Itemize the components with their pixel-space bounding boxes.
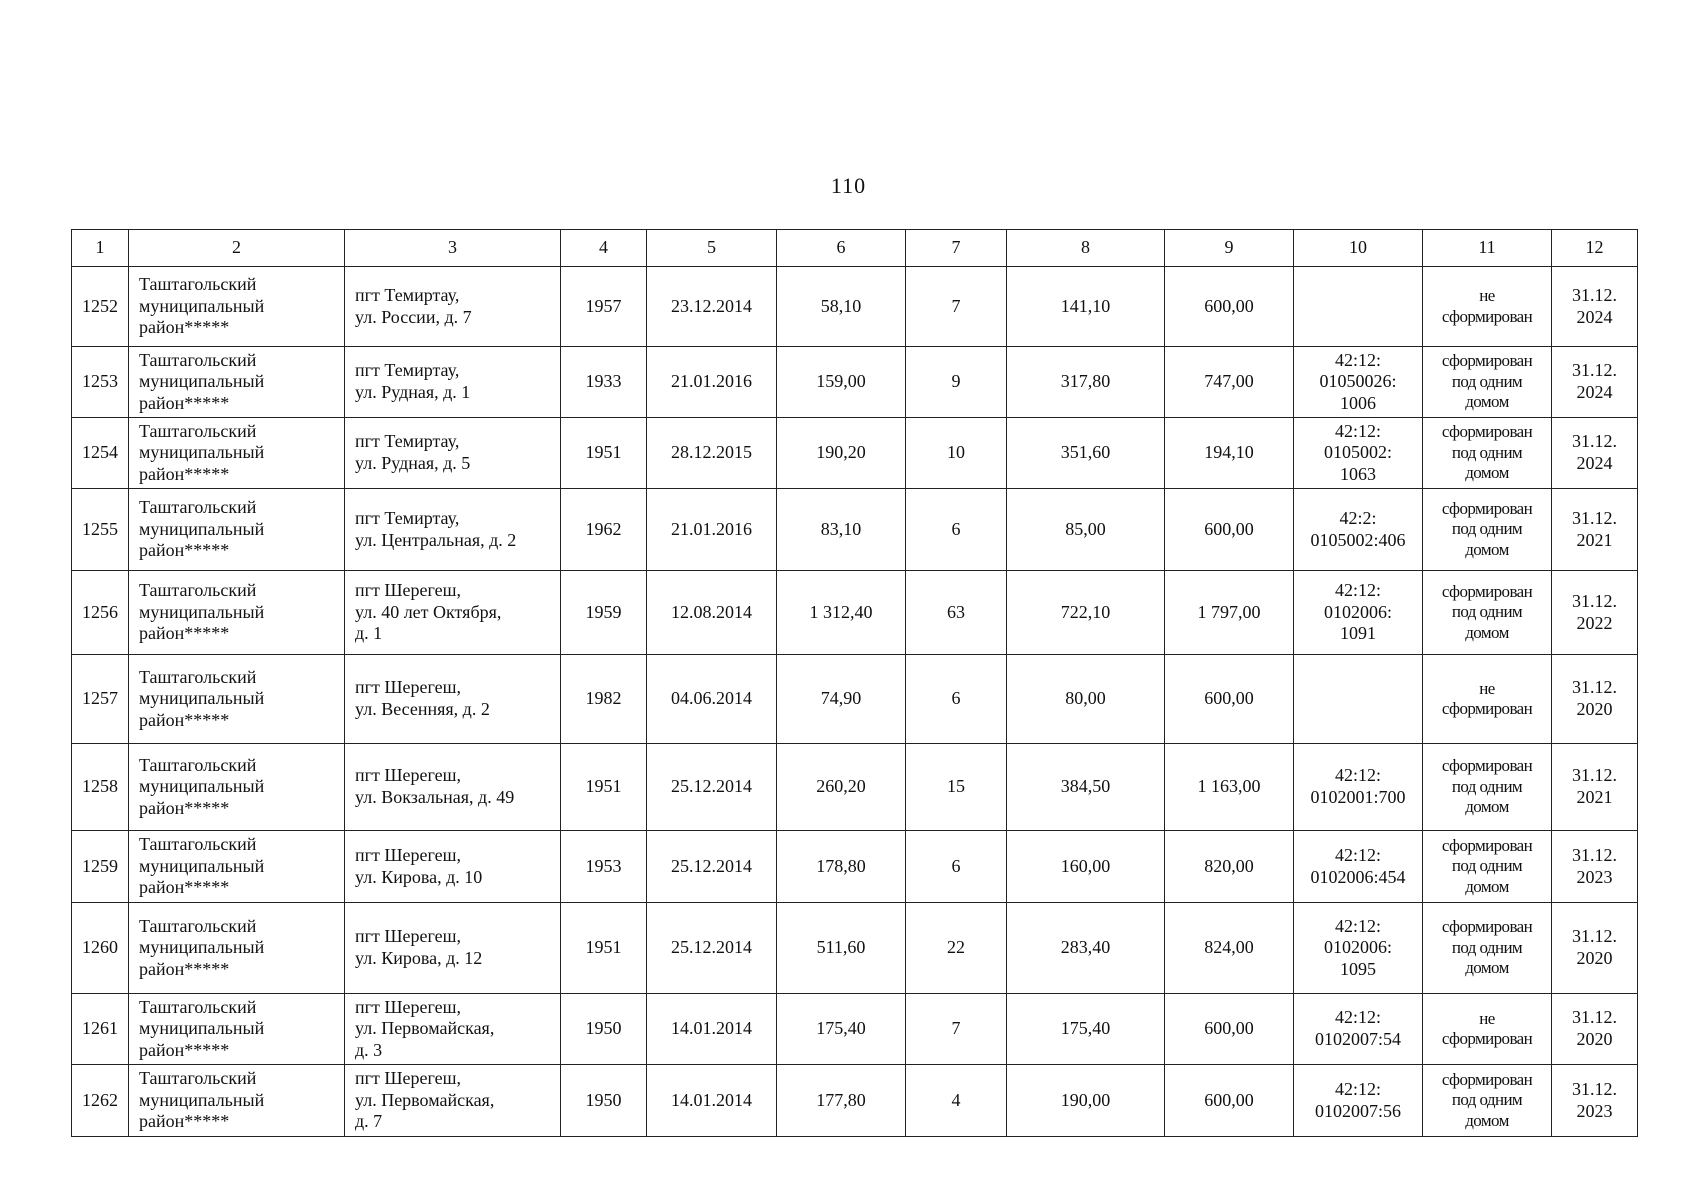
address-cell — [345, 489, 561, 571]
deadline-cell-line: 31.12. — [1572, 431, 1617, 452]
col8-cell: 283,40 — [1007, 903, 1165, 994]
record-number: 1259 — [72, 831, 129, 903]
cadastral-cell-line: 0105002: — [1323, 442, 1392, 463]
col-header: 1 — [72, 230, 129, 267]
district-cell-line: муниципальный — [139, 518, 265, 539]
date-cell: 25.12.2014 — [647, 831, 777, 903]
cadastral-cell — [1294, 418, 1423, 489]
status-cell-line: сформирован — [1441, 498, 1533, 518]
deadline-cell-line: 31.12. — [1572, 507, 1617, 528]
deadline-cell — [1552, 418, 1638, 489]
address-cell-line: пгт Темиртау, — [355, 360, 460, 381]
col9-cell: 600,00 — [1165, 994, 1294, 1065]
cadastral-cell — [1294, 994, 1423, 1065]
date-cell: 14.01.2014 — [647, 994, 777, 1065]
record-number: 1255 — [72, 489, 129, 571]
address-cell-line: ул. Центральная, д. 2 — [355, 529, 517, 550]
cadastral-cell — [1294, 744, 1423, 831]
address-cell-line: ул. Вокзальная, д. 49 — [355, 787, 515, 807]
col9-cell: 820,00 — [1165, 831, 1294, 903]
status-cell — [1423, 744, 1552, 831]
deadline-cell — [1552, 489, 1638, 571]
district-cell — [129, 489, 345, 571]
deadline-cell-line: 2024 — [1576, 306, 1613, 327]
status-cell-line: под одним — [1451, 442, 1523, 462]
col8-cell: 351,60 — [1007, 418, 1165, 489]
address-cell-line: ул. Кирова, д. 12 — [355, 948, 483, 968]
status-cell-line: домом — [1465, 622, 1509, 642]
year-cell: 1982 — [561, 655, 647, 744]
district-cell-line: район***** — [139, 392, 230, 413]
table-row — [72, 744, 1638, 831]
col-header: 2 — [129, 230, 345, 267]
district-cell-line: Таштагольский — [139, 915, 257, 936]
deadline-cell-line: 31.12. — [1572, 844, 1617, 865]
status-cell-line: домом — [1465, 392, 1509, 412]
col9-cell: 1 797,00 — [1165, 571, 1294, 655]
cadastral-cell-line: 42:12: — [1334, 349, 1381, 370]
district-cell-line: Таштагольский — [139, 580, 257, 601]
address-cell — [345, 1065, 561, 1137]
col7-cell: 6 — [906, 655, 1007, 744]
col6-cell: 511,60 — [777, 903, 906, 994]
district-cell-line: район***** — [139, 540, 230, 561]
col7-cell: 6 — [906, 831, 1007, 903]
deadline-cell-line: 31.12. — [1572, 765, 1617, 786]
status-cell-line: сформирован — [1441, 422, 1533, 442]
cadastral-cell-line: 42:12: — [1334, 844, 1381, 865]
col-header: 9 — [1165, 230, 1294, 267]
status-cell-line: не — [1479, 286, 1495, 306]
cadastral-cell — [1294, 655, 1423, 744]
col8-cell: 85,00 — [1007, 489, 1165, 571]
col7-cell: 7 — [906, 994, 1007, 1065]
col-header: 6 — [777, 230, 906, 267]
table-row — [72, 267, 1638, 347]
district-cell-line: муниципальный — [139, 1018, 265, 1039]
district-cell-line: район***** — [139, 317, 230, 338]
col6-cell: 159,00 — [777, 347, 906, 418]
address-cell-line: ул. Весенняя, д. 2 — [355, 699, 490, 719]
cadastral-cell-line: 01050026: — [1319, 371, 1397, 392]
address-cell — [345, 655, 561, 744]
address-cell — [345, 418, 561, 489]
col-header: 10 — [1294, 230, 1423, 267]
district-cell — [129, 418, 345, 489]
district-cell-line: муниципальный — [139, 776, 265, 797]
district-cell-line: Таштагольский — [139, 274, 257, 295]
district-cell — [129, 1065, 345, 1137]
cadastral-cell-line: 1063 — [1340, 463, 1376, 484]
cadastral-cell-line: 1006 — [1340, 392, 1376, 413]
address-cell-line: пгт Шерегеш, — [355, 765, 462, 786]
district-cell-line: Таштагольский — [139, 1068, 257, 1089]
date-cell: 21.01.2016 — [647, 489, 777, 571]
address-cell — [345, 267, 561, 347]
col8-cell: 384,50 — [1007, 744, 1165, 831]
address-cell-line: пгт Темиртау, — [355, 284, 460, 305]
address-cell-line: ул. Кирова, д. 10 — [355, 866, 483, 887]
deadline-cell-line: 2020 — [1576, 1029, 1613, 1049]
deadline-cell — [1552, 655, 1638, 744]
status-cell-line: сформирован — [1441, 1029, 1533, 1048]
address-cell — [345, 903, 561, 994]
address-cell — [345, 347, 561, 418]
cadastral-cell-line: 0105002:406 — [1310, 529, 1406, 550]
record-number: 1256 — [72, 571, 129, 655]
address-cell-line: пгт Темиртау, — [355, 507, 460, 528]
address-cell-line: пгт Шерегеш, — [355, 1068, 462, 1089]
deadline-cell-line: 2024 — [1576, 453, 1613, 473]
address-cell-line: ул. Первомайская, — [355, 1018, 495, 1039]
deadline-cell — [1552, 571, 1638, 655]
table-row — [72, 1065, 1638, 1137]
housing-register-table — [71, 229, 1638, 1137]
address-cell-line: пгт Шерегеш, — [355, 677, 462, 698]
record-number: 1254 — [72, 418, 129, 489]
status-cell-line: не — [1479, 678, 1495, 698]
table-row — [72, 489, 1638, 571]
address-cell-line: ул. 40 лет Октября, — [355, 601, 502, 622]
district-cell-line: Таштагольский — [139, 996, 257, 1017]
status-cell — [1423, 655, 1552, 744]
table-row — [72, 831, 1638, 903]
date-cell: 25.12.2014 — [647, 744, 777, 831]
col6-cell: 260,20 — [777, 744, 906, 831]
date-cell: 12.08.2014 — [647, 571, 777, 655]
record-number: 1261 — [72, 994, 129, 1065]
district-cell-line: район***** — [139, 1111, 230, 1132]
col6-cell: 83,10 — [777, 489, 906, 571]
col6-cell: 58,10 — [777, 267, 906, 347]
address-cell-line: ул. Рудная, д. 5 — [355, 453, 471, 473]
status-cell-line: домом — [1465, 463, 1509, 483]
status-cell — [1423, 903, 1552, 994]
status-cell-line: сформирован — [1441, 306, 1533, 326]
address-cell-line: пгт Шерегеш, — [355, 996, 462, 1017]
address-cell-line: пгт Шерегеш, — [355, 844, 462, 865]
date-cell: 04.06.2014 — [647, 655, 777, 744]
district-cell-line: район***** — [139, 463, 230, 484]
year-cell: 1951 — [561, 744, 647, 831]
cadastral-cell-line: 42:12: — [1334, 765, 1381, 786]
col8-cell: 160,00 — [1007, 831, 1165, 903]
year-cell: 1951 — [561, 418, 647, 489]
district-cell — [129, 744, 345, 831]
table-row — [72, 903, 1638, 994]
date-cell: 14.01.2014 — [647, 1065, 777, 1137]
col6-cell: 178,80 — [777, 831, 906, 903]
cadastral-cell-line: 0102006: — [1323, 601, 1392, 622]
deadline-cell-line: 2024 — [1576, 382, 1613, 402]
deadline-cell — [1552, 347, 1638, 418]
col7-cell: 4 — [906, 1065, 1007, 1137]
district-cell-line: Таштагольский — [139, 349, 257, 370]
year-cell: 1951 — [561, 903, 647, 994]
deadline-cell-line: 2020 — [1576, 699, 1613, 719]
address-cell-line: ул. Рудная, д. 1 — [355, 382, 471, 402]
status-cell-line: сформирован — [1441, 1069, 1533, 1089]
district-cell — [129, 655, 345, 744]
deadline-cell-line: 31.12. — [1572, 677, 1617, 698]
deadline-cell-line: 2023 — [1576, 866, 1613, 887]
district-cell-line: муниципальный — [139, 371, 265, 392]
status-cell-line: под одним — [1451, 371, 1523, 391]
cadastral-cell-line: 0102006: — [1323, 937, 1392, 958]
address-cell-line: д. 3 — [355, 1039, 383, 1060]
cadastral-cell — [1294, 267, 1423, 347]
table-row — [72, 347, 1638, 418]
cadastral-cell — [1294, 903, 1423, 994]
address-cell-line: д. 7 — [355, 1111, 383, 1132]
record-number: 1253 — [72, 347, 129, 418]
status-cell-line: сформирован — [1441, 699, 1533, 718]
col9-cell: 747,00 — [1165, 347, 1294, 418]
district-cell-line: Таштагольский — [139, 497, 257, 518]
status-cell-line: сформирован — [1441, 917, 1533, 937]
cadastral-cell — [1294, 489, 1423, 571]
date-cell: 21.01.2016 — [647, 347, 777, 418]
col-header: 4 — [561, 230, 647, 267]
record-number: 1262 — [72, 1065, 129, 1137]
deadline-cell-line: 31.12. — [1572, 1078, 1617, 1099]
year-cell: 1953 — [561, 831, 647, 903]
status-cell — [1423, 831, 1552, 903]
status-cell — [1423, 267, 1552, 347]
col9-cell: 600,00 — [1165, 489, 1294, 571]
deadline-cell-line: 31.12. — [1572, 926, 1617, 947]
district-cell-line: район***** — [139, 958, 230, 979]
col8-cell: 190,00 — [1007, 1065, 1165, 1137]
col8-cell: 175,40 — [1007, 994, 1165, 1065]
cadastral-cell-line: 0102007:54 — [1314, 1029, 1401, 1049]
district-cell-line: муниципальный — [139, 442, 265, 463]
status-cell-line: сформирован — [1441, 835, 1533, 855]
district-cell — [129, 831, 345, 903]
status-cell — [1423, 347, 1552, 418]
deadline-cell-line: 31.12. — [1572, 284, 1617, 305]
table-row — [72, 655, 1638, 744]
col9-cell: 1 163,00 — [1165, 744, 1294, 831]
cadastral-cell-line: 1091 — [1340, 623, 1376, 644]
district-cell-line: муниципальный — [139, 1089, 265, 1110]
table-row — [72, 571, 1638, 655]
col-header: 7 — [906, 230, 1007, 267]
district-cell-line: Таштагольский — [139, 834, 257, 855]
status-cell — [1423, 994, 1552, 1065]
deadline-cell-line: 2021 — [1576, 529, 1613, 550]
status-cell-line: домом — [1465, 958, 1509, 978]
col8-cell: 317,80 — [1007, 347, 1165, 418]
deadline-cell-line: 2021 — [1576, 787, 1613, 807]
cadastral-cell-line: 0102006:454 — [1310, 866, 1406, 887]
address-cell — [345, 994, 561, 1065]
district-cell — [129, 571, 345, 655]
deadline-cell-line: 31.12. — [1572, 590, 1617, 611]
status-cell-line: сформирован — [1441, 581, 1533, 601]
district-cell-line: район***** — [139, 1039, 230, 1060]
year-cell: 1950 — [561, 994, 647, 1065]
deadline-cell — [1552, 267, 1638, 347]
col9-cell: 600,00 — [1165, 1065, 1294, 1137]
col-header: 12 — [1552, 230, 1638, 267]
deadline-cell — [1552, 994, 1638, 1065]
record-number: 1260 — [72, 903, 129, 994]
col9-cell: 600,00 — [1165, 655, 1294, 744]
district-cell-line: Таштагольский — [139, 666, 257, 687]
deadline-cell-line: 31.12. — [1572, 1007, 1617, 1028]
status-cell-line: домом — [1465, 539, 1509, 559]
col-header: 3 — [345, 230, 561, 267]
col6-cell: 74,90 — [777, 655, 906, 744]
deadline-cell-line: 2022 — [1576, 612, 1613, 633]
status-cell — [1423, 418, 1552, 489]
date-cell: 25.12.2014 — [647, 903, 777, 994]
col9-cell: 824,00 — [1165, 903, 1294, 994]
address-cell-line: пгт Шерегеш, — [355, 926, 462, 947]
record-number: 1258 — [72, 744, 129, 831]
status-cell-line: домом — [1465, 876, 1509, 896]
district-cell-line: муниципальный — [139, 688, 265, 709]
cadastral-cell-line: 0102007:56 — [1314, 1100, 1401, 1121]
district-cell — [129, 347, 345, 418]
year-cell: 1959 — [561, 571, 647, 655]
address-cell-line: пгт Темиртау, — [355, 431, 460, 452]
status-cell-line: под одним — [1451, 776, 1523, 796]
col6-cell: 175,40 — [777, 994, 906, 1065]
col-header: 8 — [1007, 230, 1165, 267]
col7-cell: 7 — [906, 267, 1007, 347]
status-cell-line: домом — [1465, 797, 1509, 817]
status-cell — [1423, 489, 1552, 571]
col7-cell: 15 — [906, 744, 1007, 831]
district-cell-line: муниципальный — [139, 937, 265, 958]
col8-cell: 722,10 — [1007, 571, 1165, 655]
status-cell-line: сформирован — [1441, 351, 1533, 371]
date-cell: 23.12.2014 — [647, 267, 777, 347]
col-header: 5 — [647, 230, 777, 267]
cadastral-cell-line: 42:12: — [1334, 420, 1381, 441]
address-cell-line: д. 1 — [355, 623, 383, 644]
district-cell-line: муниципальный — [139, 295, 265, 316]
col7-cell: 6 — [906, 489, 1007, 571]
address-cell-line: пгт Шерегеш, — [355, 580, 462, 601]
status-cell — [1423, 1065, 1552, 1137]
district-cell-line: Таштагольский — [139, 420, 257, 441]
col6-cell: 177,80 — [777, 1065, 906, 1137]
deadline-cell-line: 2023 — [1576, 1100, 1613, 1121]
district-cell-line: район***** — [139, 623, 230, 644]
cadastral-cell-line: 42:12: — [1334, 1007, 1381, 1028]
deadline-cell — [1552, 744, 1638, 831]
col8-cell: 141,10 — [1007, 267, 1165, 347]
col6-cell: 1 312,40 — [777, 571, 906, 655]
column-number-row — [72, 230, 1638, 267]
record-number: 1257 — [72, 655, 129, 744]
col8-cell: 80,00 — [1007, 655, 1165, 744]
table-row — [72, 418, 1638, 489]
cadastral-cell — [1294, 831, 1423, 903]
district-cell — [129, 267, 345, 347]
status-cell-line: под одним — [1451, 519, 1523, 539]
district-cell-line: район***** — [139, 709, 230, 730]
deadline-cell-line: 2020 — [1576, 948, 1613, 968]
record-number: 1252 — [72, 267, 129, 347]
table-row — [72, 994, 1638, 1065]
cadastral-cell-line: 42:12: — [1334, 1078, 1381, 1099]
district-cell-line: район***** — [139, 797, 230, 818]
year-cell: 1957 — [561, 267, 647, 347]
district-cell — [129, 903, 345, 994]
year-cell: 1933 — [561, 347, 647, 418]
district-cell-line: Таштагольский — [139, 754, 257, 775]
cadastral-cell-line: 42:12: — [1334, 915, 1381, 936]
deadline-cell-line: 31.12. — [1572, 360, 1617, 381]
district-cell-line: район***** — [139, 877, 230, 898]
cadastral-cell-line: 42:2: — [1339, 507, 1377, 528]
col7-cell: 22 — [906, 903, 1007, 994]
deadline-cell — [1552, 903, 1638, 994]
deadline-cell — [1552, 831, 1638, 903]
address-cell-line: ул. России, д. 7 — [355, 306, 472, 327]
col7-cell: 63 — [906, 571, 1007, 655]
address-cell — [345, 831, 561, 903]
col7-cell: 9 — [906, 347, 1007, 418]
district-cell-line: муниципальный — [139, 601, 265, 622]
status-cell-line: домом — [1465, 1110, 1509, 1130]
status-cell-line: не — [1479, 1008, 1495, 1028]
status-cell-line: сформирован — [1441, 756, 1533, 776]
date-cell: 28.12.2015 — [647, 418, 777, 489]
cadastral-cell-line: 0102001:700 — [1310, 787, 1406, 807]
address-cell-line: ул. Первомайская, — [355, 1089, 495, 1110]
cadastral-cell-line: 42:12: — [1334, 580, 1381, 601]
year-cell: 1962 — [561, 489, 647, 571]
col9-cell: 600,00 — [1165, 267, 1294, 347]
status-cell-line: под одним — [1451, 937, 1523, 957]
address-cell — [345, 571, 561, 655]
cadastral-cell — [1294, 1065, 1423, 1137]
status-cell-line: под одним — [1451, 602, 1523, 622]
district-cell — [129, 994, 345, 1065]
col9-cell: 194,10 — [1165, 418, 1294, 489]
col6-cell: 190,20 — [777, 418, 906, 489]
year-cell: 1950 — [561, 1065, 647, 1137]
address-cell — [345, 744, 561, 831]
status-cell — [1423, 571, 1552, 655]
district-cell-line: муниципальный — [139, 855, 265, 876]
cadastral-cell — [1294, 571, 1423, 655]
cadastral-cell-line: 1095 — [1340, 958, 1376, 979]
status-cell-line: под одним — [1451, 856, 1523, 876]
page-number: 110 — [830, 173, 867, 198]
status-cell-line: под одним — [1451, 1090, 1523, 1110]
deadline-cell — [1552, 1065, 1638, 1137]
col-header: 11 — [1423, 230, 1552, 267]
col7-cell: 10 — [906, 418, 1007, 489]
cadastral-cell — [1294, 347, 1423, 418]
